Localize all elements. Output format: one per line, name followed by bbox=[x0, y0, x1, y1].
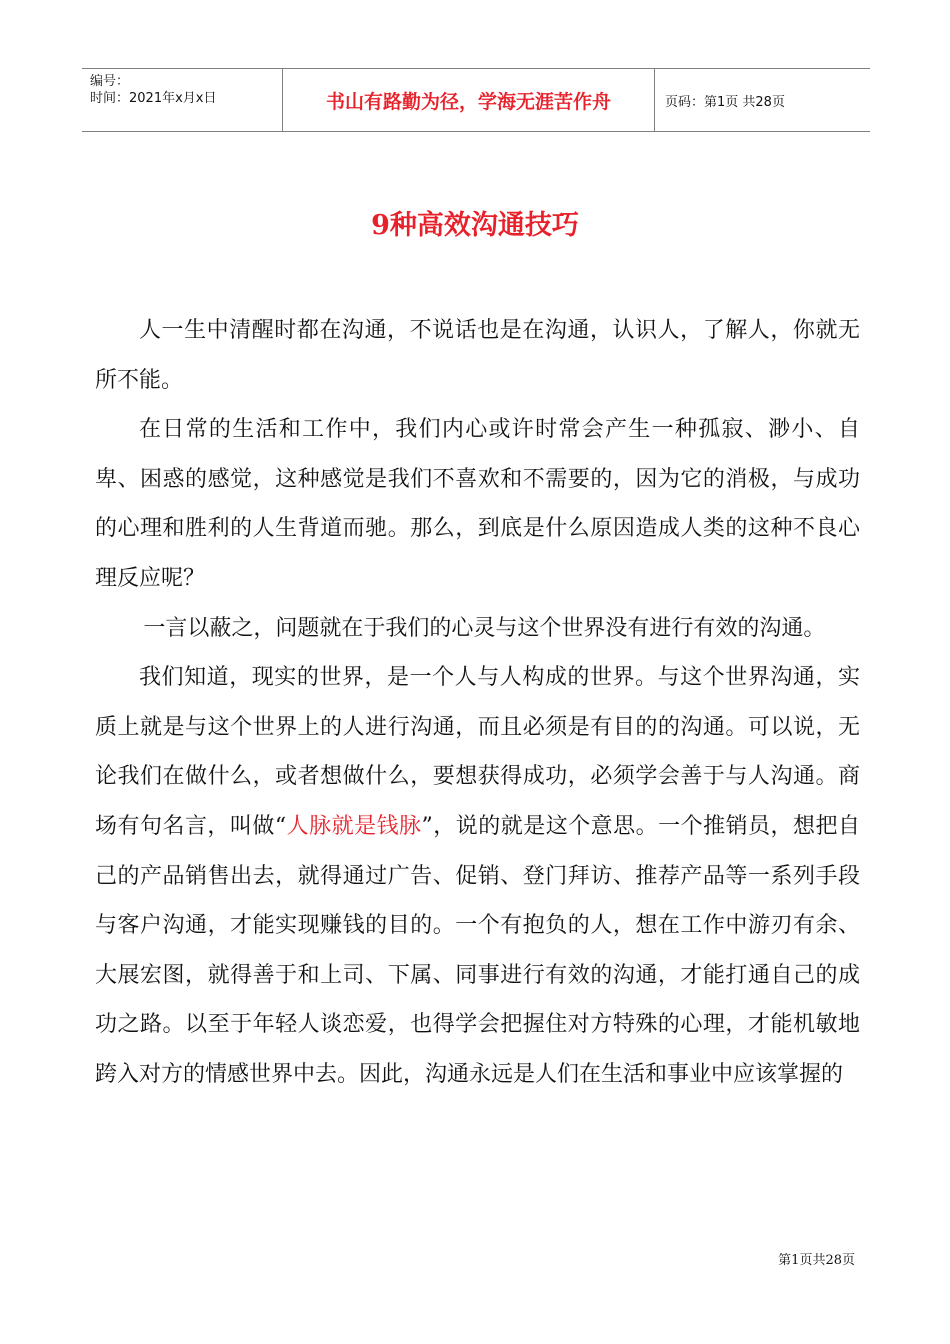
document-body bbox=[95, 306, 860, 1100]
paragraph-text: ”，说的就是这个意思。一个推销员，想把自己的产品销售出去，就得通过广告、促销、登门拜访、推荐产品等一系列手段与客户沟通，才能实现赚钱的目的。一个有抱负的人，想在工作中游刃有余、大展宏图，就得善于和上司、下属、同事进行有效的沟通，才能打通自己的成功之路。以至于年轻人谈恋爱，也得学会把握住对方特殊的心理，才能机敏地跨入对方的情感世界中去。因此，沟通永远是人们在生活和事业中应该掌握的 bbox=[95, 813, 861, 1087]
paragraph: 人一生中清醒时都在沟通，不说话也是在沟通，认识人，了解人，你就无所不能。 bbox=[95, 318, 860, 393]
page-footer: 第1页共28页 bbox=[778, 1253, 855, 1268]
header-motto: 书山有路勤为径，学海无涯苦作舟 bbox=[282, 69, 655, 131]
page-header bbox=[82, 68, 870, 132]
document-number-label: 编号： bbox=[90, 74, 130, 89]
document-time-label: 时间：2021年x月x日 bbox=[90, 91, 217, 106]
highlighted-phrase: 人脉就是钱脉 bbox=[286, 813, 422, 839]
header-meta bbox=[82, 69, 282, 131]
document-title: 9种高效沟通技巧 bbox=[371, 210, 579, 241]
paragraph: 在日常的生活和工作中，我们内心或许时常会产生一种孤寂、渺小、自卑、困惑的感觉，这种感觉是我们不喜欢和不需要的，因为它的消极，与成功的心理和胜利的人生背道而驰。那么，到底是什么原因造成人类的这种不良心理反应呢？ bbox=[95, 417, 860, 591]
paragraph-text: 我们知道，现实的世界，是一个人与人构成的世界。与这个世界沟通，实质上就是与这个世界上的人进行沟通，而且必须是有目的的沟通。可以说，无论我们在做什么，或者想做什么，要想获得成功，必须学会善于与人沟通。商场有句名言，叫做“ bbox=[95, 665, 860, 839]
header-page-info: 页码：第1页 共28页 bbox=[665, 94, 785, 110]
paragraph bbox=[95, 653, 860, 1099]
paragraph: 一言以蔽之，问题就在于我们的心灵与这个世界没有进行有效的沟通。 bbox=[143, 615, 826, 641]
